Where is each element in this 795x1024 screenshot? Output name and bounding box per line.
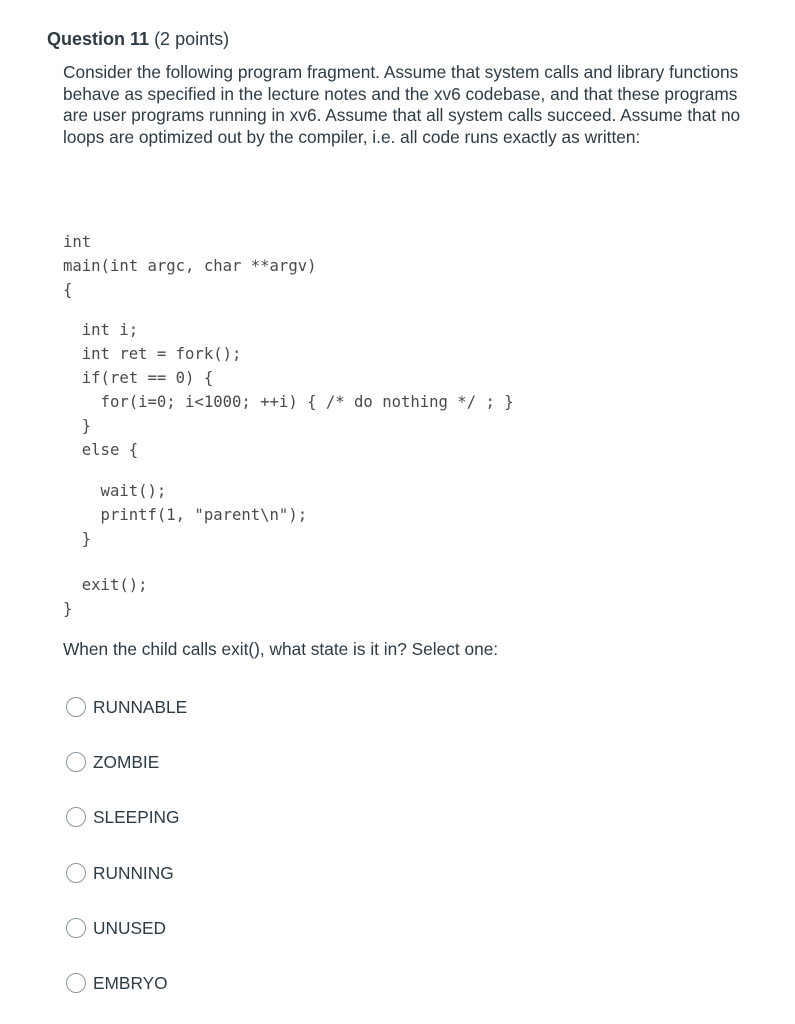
code-line: else {: [63, 441, 139, 459]
answer-option-sleeping[interactable]: [66, 805, 179, 829]
code-line: int i;: [63, 321, 139, 339]
code-line: {: [63, 281, 73, 299]
code-block: [63, 230, 514, 618]
code-line: if(ret == 0) {: [63, 369, 214, 387]
option-label: ZOMBIE: [93, 752, 160, 772]
question-prompt: Consider the following program fragment. Assume that system calls and library functions behave as specified in the lecture notes and the xv6 codebase, and that these programs are user programs running in xv6. Assume that all system calls succeed. Assume that no loops are optimized out by the compiler, i.e. all code runs exactly as written:: [63, 62, 741, 147]
answer-option-running[interactable]: [66, 861, 174, 885]
answer-option-embryo[interactable]: [66, 971, 168, 995]
option-label: SLEEPING: [93, 807, 180, 827]
code-line: wait();: [63, 482, 167, 500]
option-label: RUNNABLE: [93, 697, 188, 717]
radio-button-icon[interactable]: [66, 752, 86, 772]
radio-button-icon[interactable]: [66, 918, 86, 938]
code-line: for(i=0; i<1000; ++i) { /* do nothing */ ; }: [63, 393, 514, 411]
radio-button-icon[interactable]: [66, 697, 86, 717]
option-label: UNUSED: [93, 918, 166, 938]
code-line: int ret = fork();: [63, 345, 242, 363]
radio-button-icon[interactable]: [66, 863, 86, 883]
code-line: }: [63, 417, 92, 435]
code-line: exit();: [63, 576, 148, 594]
code-line: }: [63, 530, 92, 548]
answer-option-zombie[interactable]: [66, 750, 159, 774]
code-line: }: [63, 600, 73, 618]
question-points: (2 points): [154, 29, 230, 49]
sub-question: When the child calls exit(), what state is it in? Select one:: [63, 639, 499, 659]
question-header: [47, 28, 229, 50]
code-line: int: [63, 233, 92, 251]
option-label: RUNNING: [93, 863, 174, 883]
answer-option-unused[interactable]: [66, 916, 166, 940]
option-label: EMBRYO: [93, 973, 168, 993]
code-line: main(int argc, char **argv): [63, 257, 317, 275]
radio-button-icon[interactable]: [66, 807, 86, 827]
code-line: printf(1, "parent\n");: [63, 506, 308, 524]
answer-option-runnable[interactable]: [66, 695, 187, 719]
question-title: Question 11: [47, 29, 150, 49]
radio-button-icon[interactable]: [66, 973, 86, 993]
